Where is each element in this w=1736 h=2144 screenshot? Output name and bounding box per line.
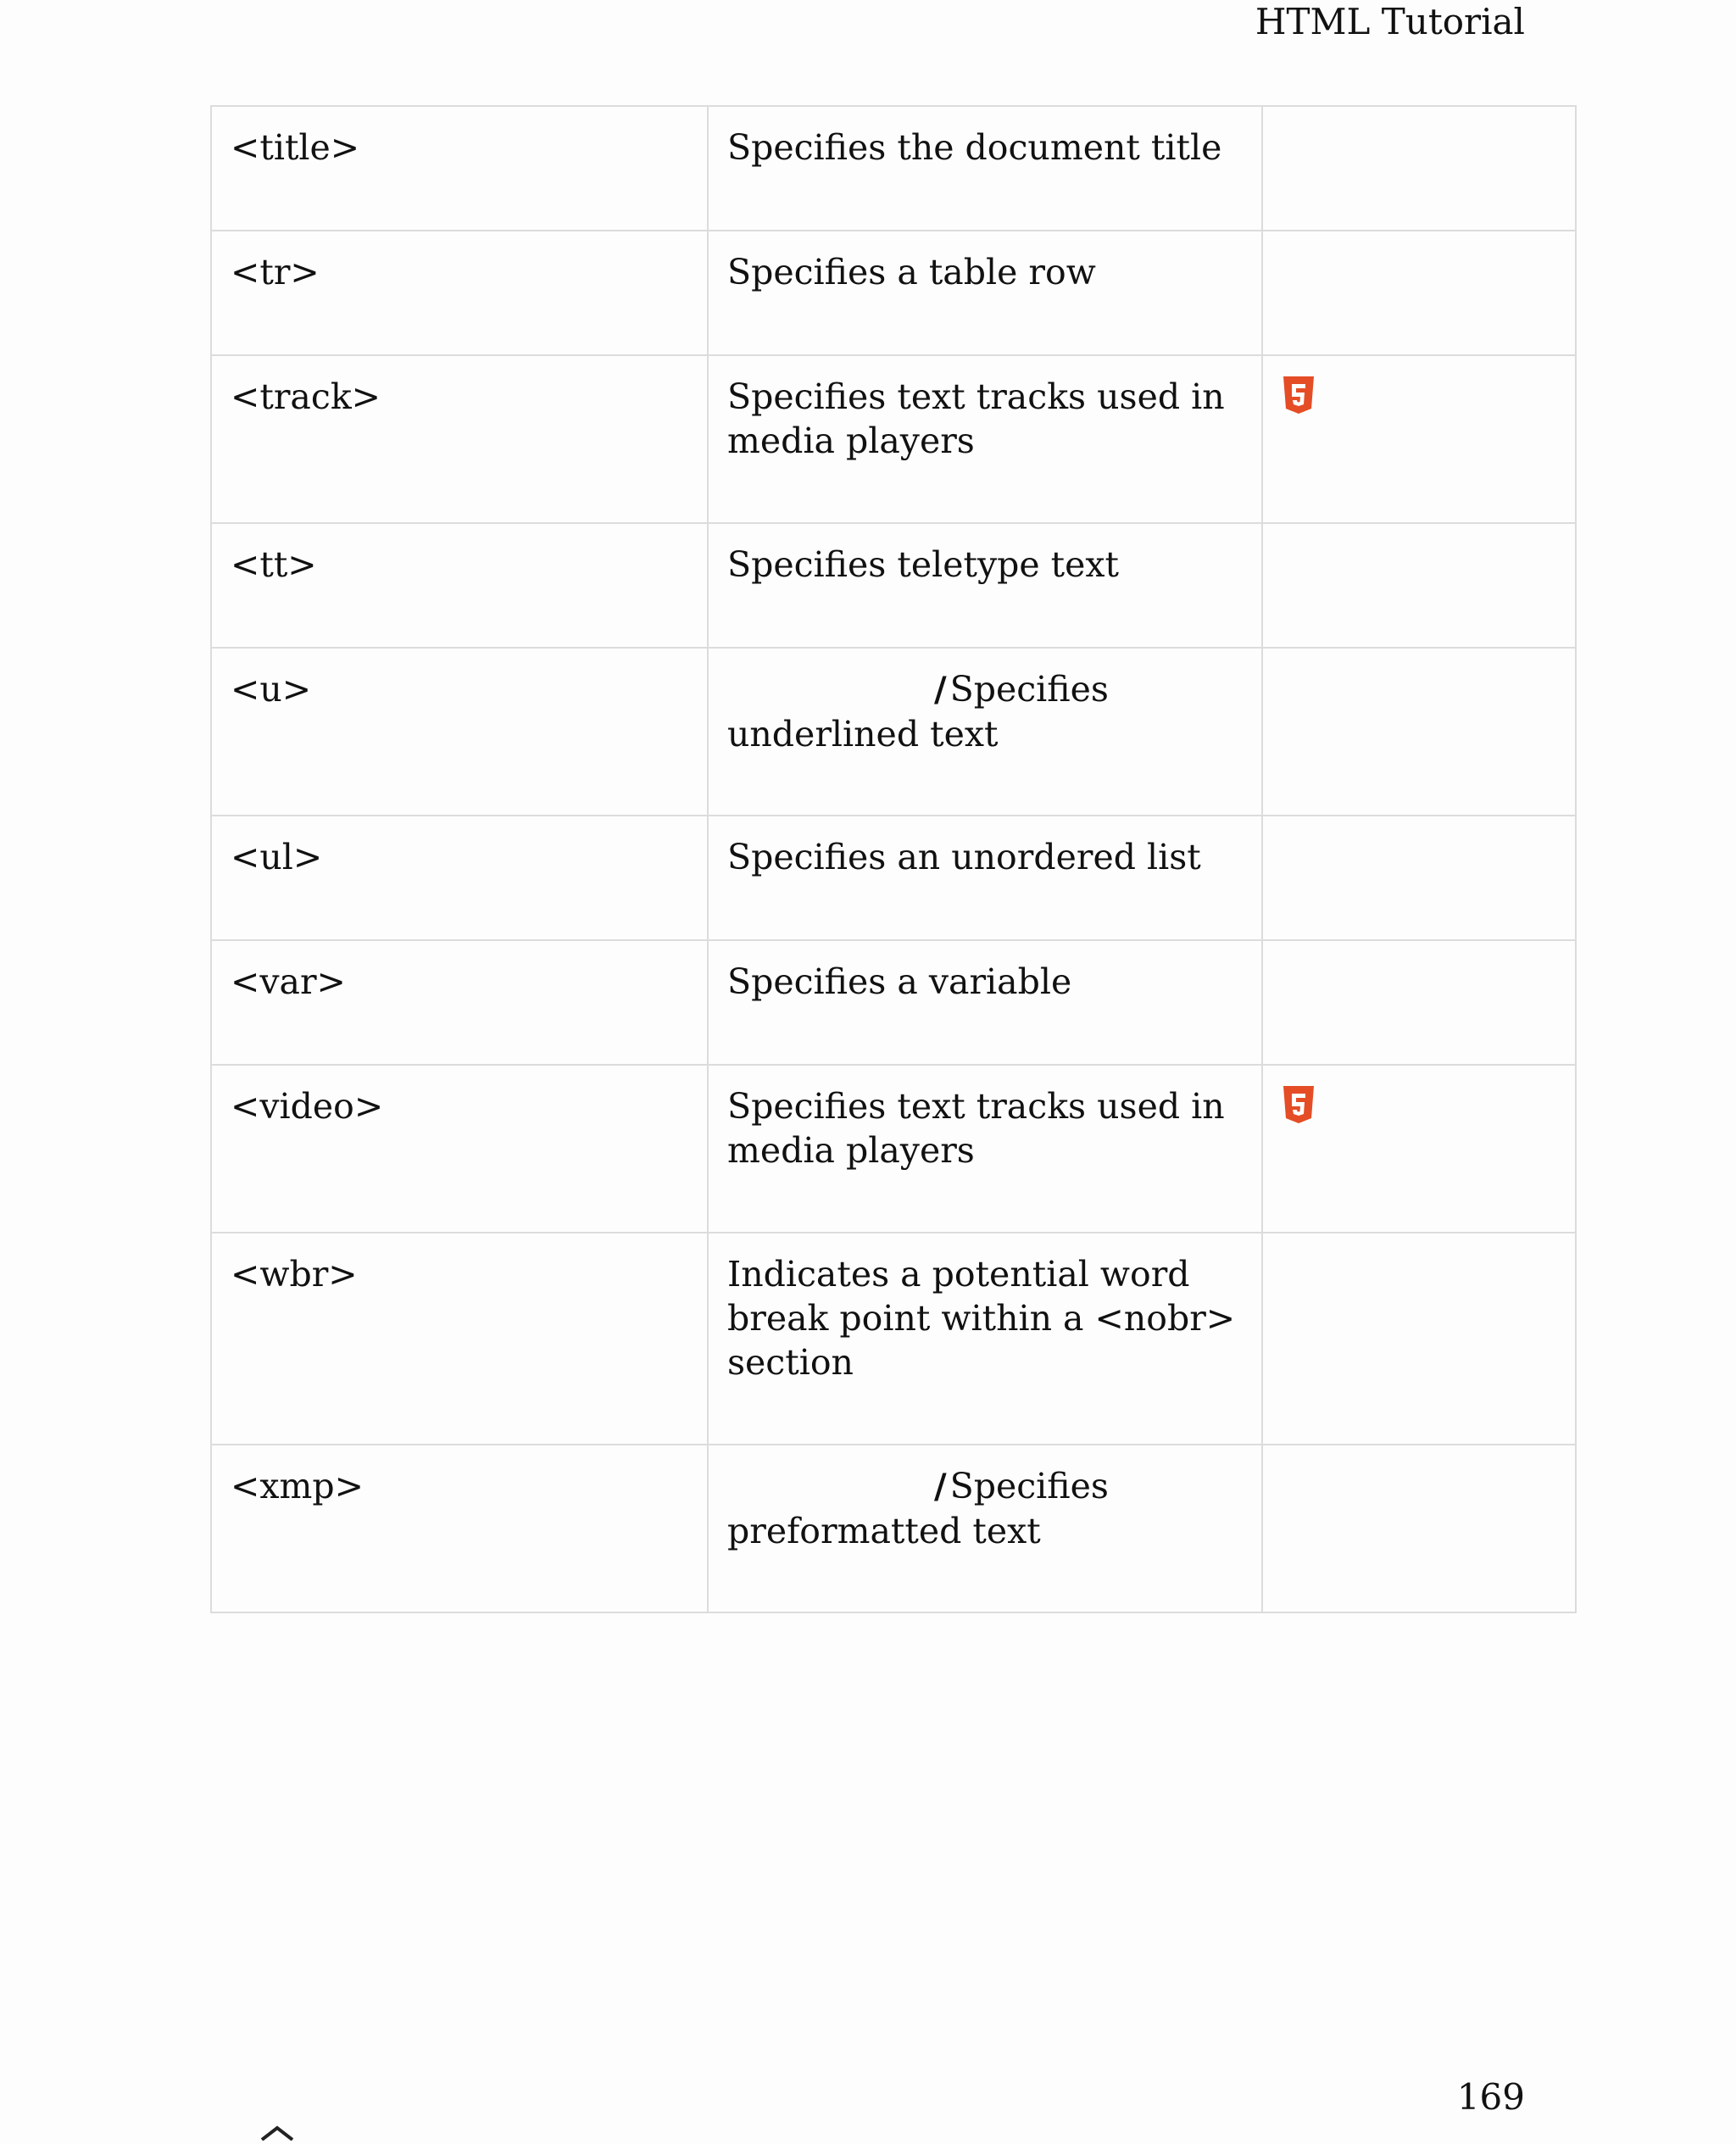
description-cell xyxy=(708,648,1262,816)
html5-cell xyxy=(1262,355,1576,523)
html5-cell xyxy=(1262,648,1576,816)
table-row xyxy=(211,1233,1576,1445)
html5-cell xyxy=(1262,816,1576,940)
tag-cell: <video> xyxy=(211,1065,708,1233)
running-header: HTML Tutorial xyxy=(1255,1,1525,42)
description-cell: Specifies the document title xyxy=(708,106,1262,231)
description-cell: Specifies text tracks used in media players xyxy=(708,355,1262,523)
html5-cell xyxy=(1262,940,1576,1065)
description-cell: Specifies a variable xyxy=(708,940,1262,1065)
html-tags-table xyxy=(210,105,1577,1613)
description-text: Specifies underlined text xyxy=(727,669,1109,755)
description-cell: Specifies a table row xyxy=(708,231,1262,355)
table-row xyxy=(211,1445,1576,1612)
description-cell: Specifies an unordered list xyxy=(708,816,1262,940)
table-row xyxy=(211,523,1576,648)
tag-cell: <u> xyxy=(211,648,708,816)
deprecated-mark-icon: / xyxy=(934,1467,947,1506)
table-row xyxy=(211,106,1576,231)
description-cell xyxy=(708,1445,1262,1612)
table-row xyxy=(211,940,1576,1065)
html5-badge-icon xyxy=(1282,1086,1316,1133)
tag-cell: <title> xyxy=(211,106,708,231)
page-number: 169 xyxy=(1456,2076,1525,2118)
html5-cell xyxy=(1262,106,1576,231)
table-row xyxy=(211,648,1576,816)
description-cell: Indicates a potential word break point within a <nobr> section xyxy=(708,1233,1262,1445)
description-cell: Specifies text tracks used in media players xyxy=(708,1065,1262,1233)
tag-cell: <ul> xyxy=(211,816,708,940)
table-row xyxy=(211,816,1576,940)
tag-cell: <xmp> xyxy=(211,1445,708,1612)
description-text: Specifies preformatted text xyxy=(727,1466,1109,1551)
html5-cell xyxy=(1262,1445,1576,1612)
tag-cell: <var> xyxy=(211,940,708,1065)
html5-cell xyxy=(1262,523,1576,648)
tag-cell: <tr> xyxy=(211,231,708,355)
chevron-up-icon xyxy=(259,2125,296,2144)
description-cell: Specifies teletype text xyxy=(708,523,1262,648)
html5-cell xyxy=(1262,231,1576,355)
tag-cell: <track> xyxy=(211,355,708,523)
table-row xyxy=(211,231,1576,355)
html5-cell xyxy=(1262,1065,1576,1233)
tag-cell: <tt> xyxy=(211,523,708,648)
html5-cell xyxy=(1262,1233,1576,1445)
table-row xyxy=(211,355,1576,523)
html5-badge-icon xyxy=(1282,376,1316,424)
table-row xyxy=(211,1065,1576,1233)
deprecated-mark-icon: / xyxy=(934,671,947,710)
tag-cell: <wbr> xyxy=(211,1233,708,1445)
